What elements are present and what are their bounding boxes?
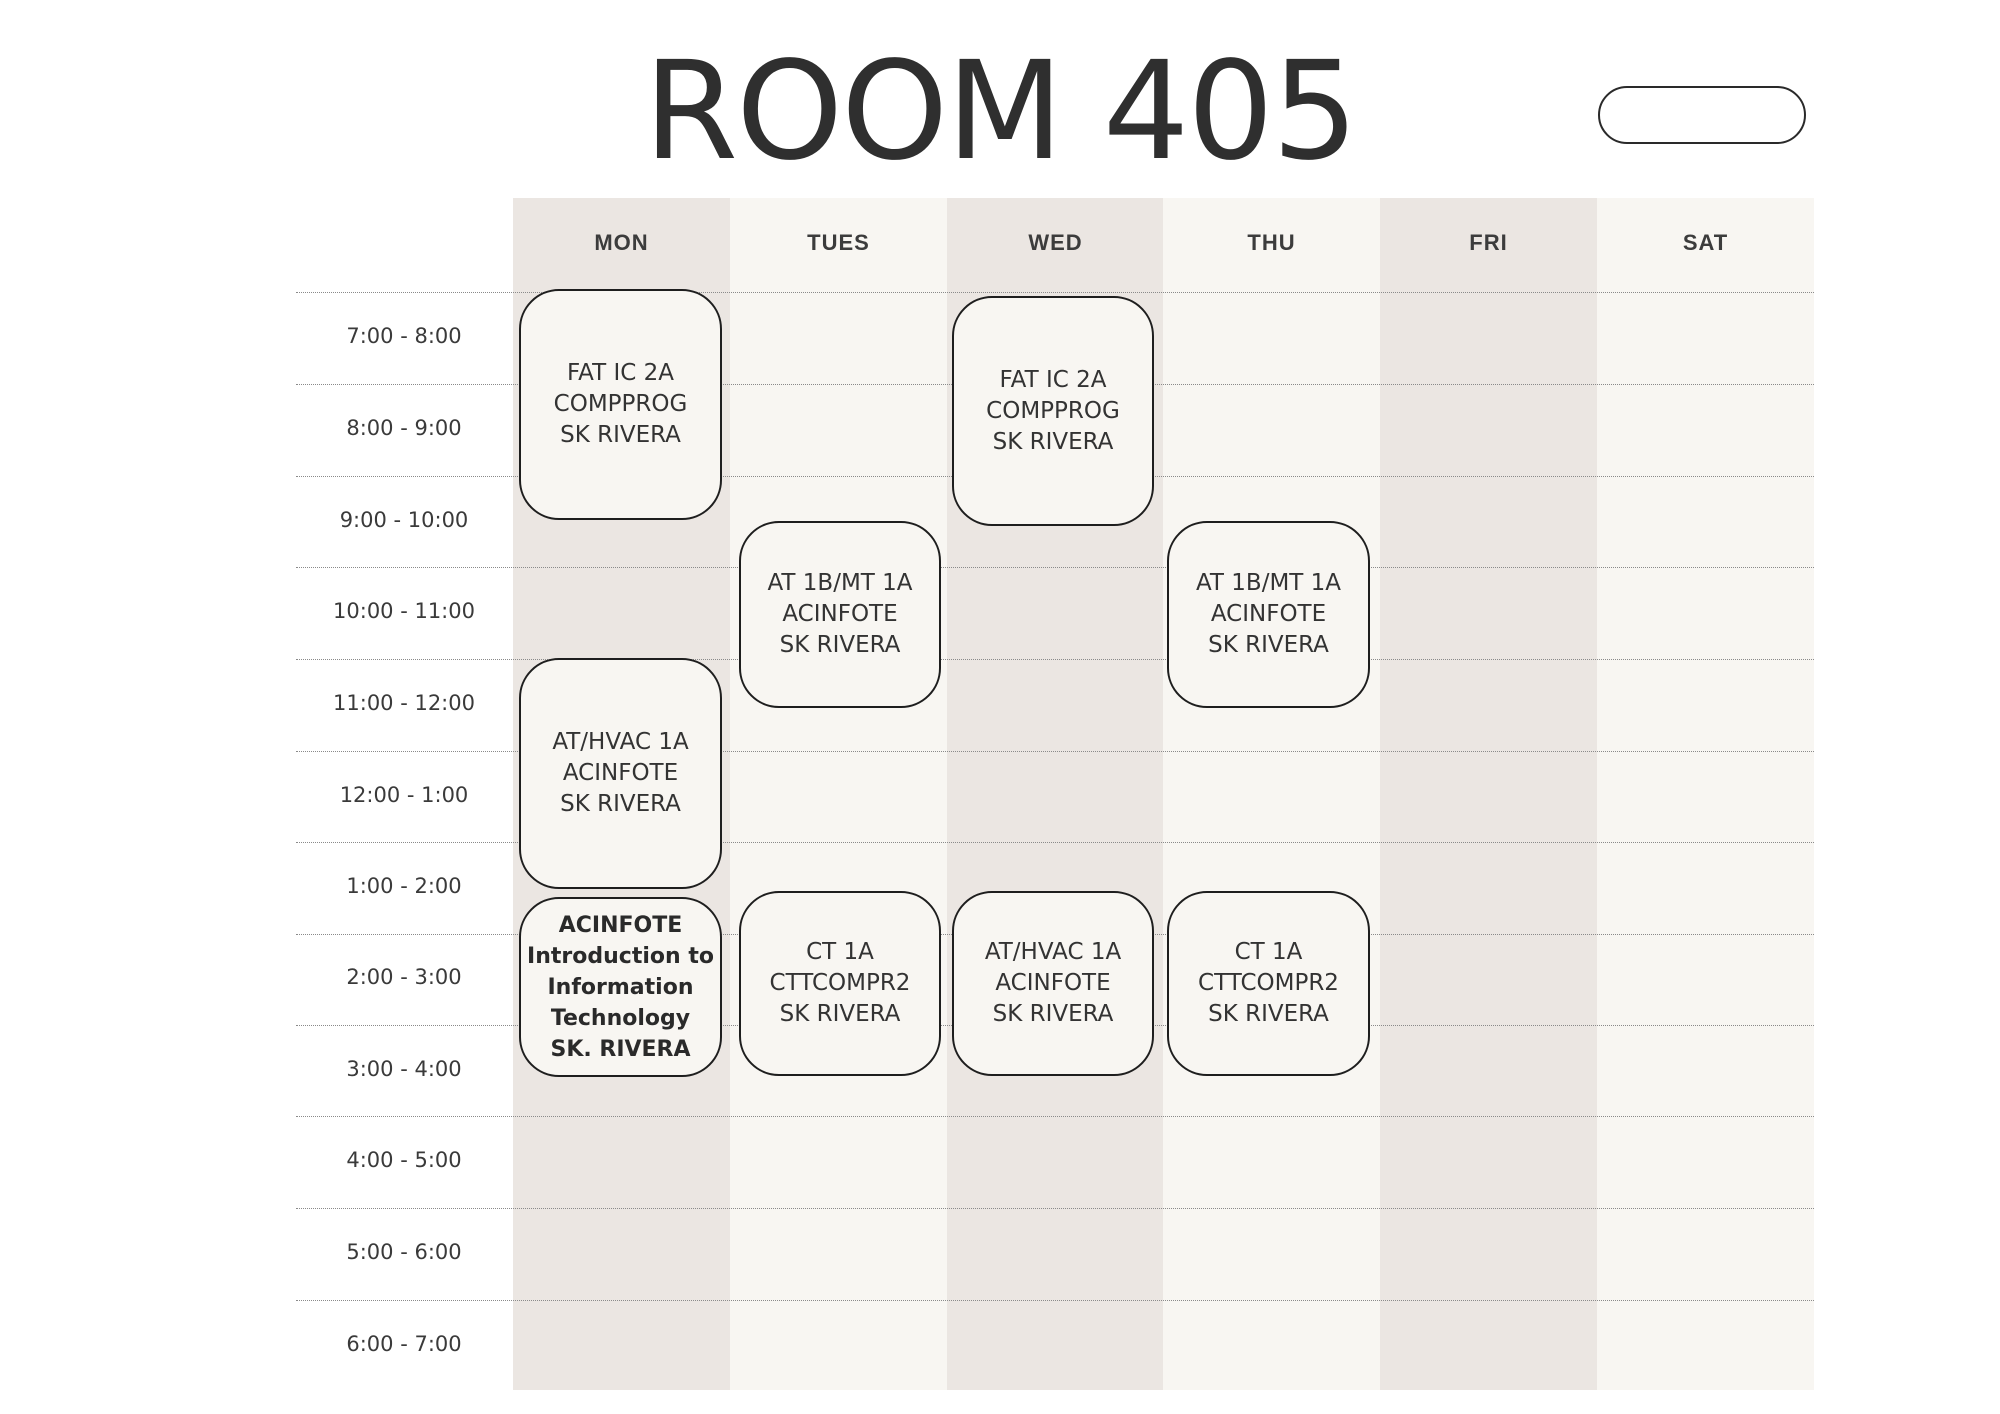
class-block-tues-at-1b-mt-1a[interactable] bbox=[739, 521, 941, 708]
class-subject: ACINFOTE bbox=[995, 970, 1111, 996]
column-thu bbox=[1163, 198, 1380, 1390]
day-header-wed: WED bbox=[1028, 230, 1083, 255]
class-instructor: SK RIVERA bbox=[1208, 632, 1329, 658]
row-divider bbox=[296, 567, 1814, 568]
time-slot-label: 11:00 - 12:00 bbox=[333, 691, 475, 715]
class-block-wed-at-hvac-1a[interactable] bbox=[952, 891, 1154, 1076]
time-slot-label: 9:00 - 10:00 bbox=[339, 508, 469, 532]
time-slot-label: 1:00 - 2:00 bbox=[346, 874, 462, 898]
day-header-sat: SAT bbox=[1682, 230, 1729, 255]
class-section: FAT IC 2A bbox=[999, 366, 1107, 393]
class-subject: COMPPROG bbox=[986, 397, 1120, 424]
time-slot-label: 12:00 - 1:00 bbox=[339, 783, 469, 807]
time-slot-label: 4:00 - 5:00 bbox=[346, 1148, 462, 1172]
class-block-mon-acinfote[interactable] bbox=[519, 897, 722, 1077]
time-slot-label: 7:00 - 8:00 bbox=[346, 324, 462, 348]
class-subject: ACINFOTE bbox=[558, 912, 683, 938]
class-section: AT 1B/MT 1A bbox=[1195, 570, 1342, 596]
row-divider bbox=[296, 659, 1814, 660]
row-divider bbox=[296, 292, 1814, 293]
time-slot-label: 3:00 - 4:00 bbox=[346, 1057, 462, 1081]
time-slot-label: 10:00 - 11:00 bbox=[333, 599, 475, 623]
time-slot-label: 8:00 - 9:00 bbox=[346, 416, 462, 440]
class-instructor: SK RIVERA bbox=[779, 632, 901, 658]
row-divider bbox=[296, 1116, 1814, 1117]
class-section: FAT IC 2A bbox=[567, 360, 674, 386]
class-subject: ACINFOTE bbox=[1210, 601, 1327, 627]
class-section: AT/HVAC 1A bbox=[984, 939, 1122, 965]
day-header-tues: TUES bbox=[807, 230, 870, 255]
column-tues bbox=[730, 198, 947, 1390]
day-header-mon: MON bbox=[594, 230, 649, 255]
time-slot-label: 2:00 - 3:00 bbox=[346, 965, 462, 989]
class-instructor: SK RIVERA bbox=[992, 1001, 1114, 1027]
class-instructor: SK RIVERA bbox=[560, 791, 681, 817]
class-section: CT 1A bbox=[1234, 939, 1303, 965]
class-block-thu-ct-1a[interactable] bbox=[1167, 891, 1370, 1076]
day-header-thu: THU bbox=[1247, 230, 1296, 255]
class-instructor: SK RIVERA bbox=[992, 428, 1114, 455]
class-instructor: SK RIVERA bbox=[1208, 1001, 1329, 1027]
column-fri bbox=[1380, 198, 1597, 1390]
time-slot-label: 5:00 - 6:00 bbox=[346, 1240, 462, 1264]
time-slot-label: 6:00 - 7:00 bbox=[346, 1332, 462, 1356]
class-instructor: SK RIVERA bbox=[560, 422, 681, 448]
class-block-thu-at-1b-mt-1a[interactable] bbox=[1167, 521, 1370, 708]
blank-label-pill bbox=[1598, 86, 1806, 144]
row-divider bbox=[296, 1208, 1814, 1209]
day-header-fri: FRI bbox=[1469, 230, 1508, 255]
class-section: CT 1A bbox=[806, 939, 874, 965]
class-block-mon-at-hvac-1a[interactable] bbox=[519, 658, 722, 889]
page-title: ROOM 405 bbox=[643, 33, 1357, 191]
class-block-wed-fat-ic-2a[interactable] bbox=[952, 296, 1154, 526]
class-title-line: Technology bbox=[550, 1005, 691, 1031]
class-block-tues-ct-1a[interactable] bbox=[739, 891, 941, 1076]
class-section: AT/HVAC 1A bbox=[552, 729, 689, 755]
class-instructor: SK RIVERA bbox=[779, 1001, 901, 1027]
class-subject: COMPPROG bbox=[553, 391, 688, 417]
column-sat bbox=[1597, 198, 1814, 1390]
class-subject: ACINFOTE bbox=[562, 760, 679, 786]
class-section: AT 1B/MT 1A bbox=[767, 570, 913, 596]
class-title-line: Information bbox=[547, 974, 694, 1000]
class-title-line: Introduction to bbox=[527, 943, 714, 969]
class-subject: CTTCOMPR2 bbox=[769, 970, 911, 996]
row-divider bbox=[296, 1300, 1814, 1301]
class-subject: CTTCOMPR2 bbox=[1198, 970, 1339, 996]
class-instructor: SK. RIVERA bbox=[550, 1036, 691, 1062]
class-block-mon-fat-ic-2a[interactable] bbox=[519, 289, 722, 520]
class-subject: ACINFOTE bbox=[782, 601, 898, 627]
